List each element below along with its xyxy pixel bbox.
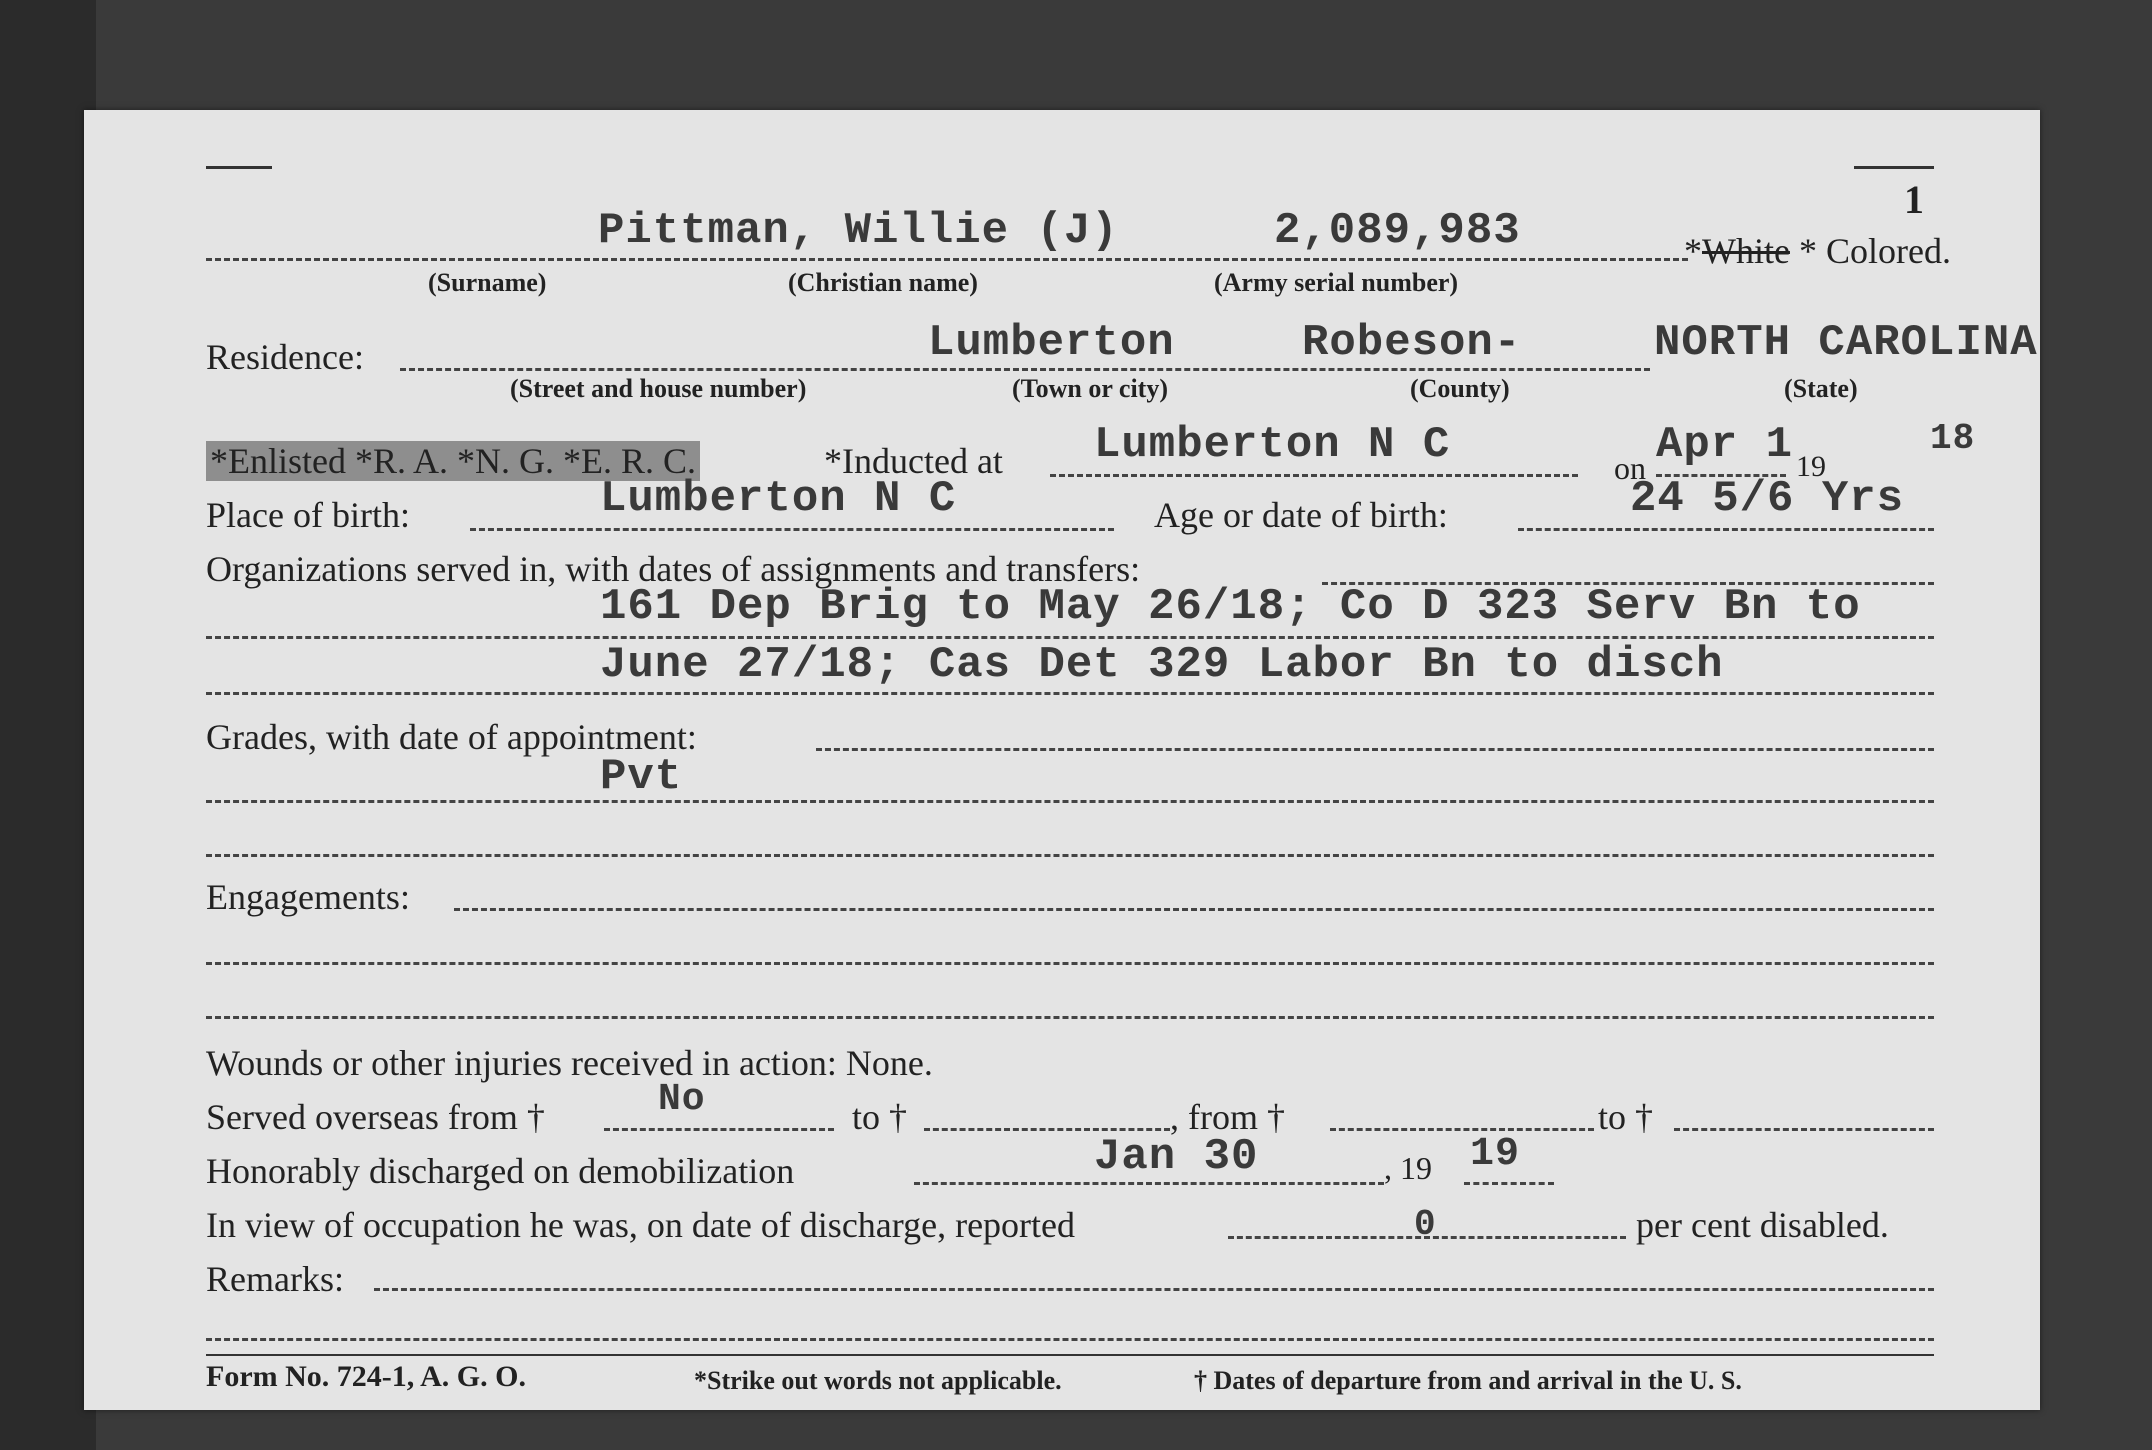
dates-note: † Dates of departure from and arrival in the U. S.: [1194, 1366, 1742, 1395]
overseas-to-label: to †: [852, 1097, 908, 1137]
discharge-year: 19: [1470, 1132, 1521, 1177]
organizations-label: Organizations served in, with dates of assignments and transfers:: [206, 549, 1141, 589]
top-right-rule: [1854, 166, 1934, 169]
strike-note: *Strike out words not applicable.: [694, 1366, 1062, 1395]
grades-label: Grades, with date of appointment:: [206, 717, 697, 757]
caption-serial: (Army serial number): [1214, 268, 1459, 297]
service-record-card: [84, 110, 2040, 1410]
residence-town: Lumberton: [928, 318, 1175, 368]
scanner-background: [0, 0, 96, 1450]
induction-year-prefix: 19: [1796, 450, 1826, 483]
residence-line: [400, 368, 1650, 371]
age-line: [1518, 528, 1934, 531]
white-label: White: [1702, 231, 1790, 271]
caption-christian-name: (Christian name): [788, 268, 978, 297]
inducted-at-label: *Inducted at: [824, 441, 1003, 481]
name-line: [206, 258, 1688, 261]
overseas-from-value: No: [658, 1078, 706, 1121]
caption-county: (County): [1410, 374, 1510, 403]
discharge-line: [914, 1182, 1384, 1185]
residence-label: Residence:: [206, 337, 364, 377]
discharge-label: Honorably discharged on demobilization: [206, 1151, 795, 1191]
overseas-to-line: [924, 1128, 1170, 1131]
inducted-at-line: [1050, 474, 1578, 477]
remarks-line-0: [374, 1288, 1934, 1291]
organizations-rule-1: [206, 636, 1934, 639]
engagements-rule-1: [206, 962, 1934, 965]
card-number: 1: [1904, 177, 1924, 222]
serial-value: 2,089,983: [1274, 206, 1521, 256]
caption-state: (State): [1784, 374, 1858, 403]
residence-state: NORTH CAROLINA: [1654, 318, 2038, 368]
on-label: on: [1614, 450, 1646, 486]
grades-line-0: [816, 748, 1934, 751]
caption-town: (Town or city): [1012, 374, 1168, 403]
race-options: *White * Colored.: [1684, 231, 1951, 271]
place-of-birth-value: Lumberton N C: [600, 474, 957, 524]
disability-label: In view of occupation he was, on date of discharge, reported: [206, 1205, 1076, 1245]
wounds-text: Wounds or other injuries received in action: None.: [206, 1043, 933, 1083]
grades-value: Pvt: [600, 752, 683, 802]
organizations-line-1: 161 Dep Brig to May 26/18; Co D 323 Serv Bn to: [600, 582, 1861, 632]
colored-label: * Colored.: [1798, 231, 1951, 271]
organizations-line-2: June 27/18; Cas Det 329 Labor Bn to disch: [600, 640, 1724, 690]
overseas-to2-label: to †: [1598, 1097, 1654, 1137]
discharge-date: Jan 30: [1094, 1132, 1259, 1182]
top-left-rule: [206, 166, 272, 169]
caption-street: (Street and house number): [510, 374, 807, 403]
disability-suffix: per cent disabled.: [1636, 1205, 1889, 1245]
overseas-to2-line: [1674, 1128, 1934, 1131]
place-of-birth-line: [470, 528, 1114, 531]
form-number: Form No. 724-1, A. G. O.: [206, 1360, 526, 1393]
disability-value: 0: [1414, 1204, 1437, 1245]
engagements-rule-2: [206, 1016, 1934, 1019]
overseas-from2-line: [1330, 1128, 1594, 1131]
remarks-label: Remarks:: [206, 1259, 344, 1299]
discharge-year-line: [1464, 1182, 1554, 1185]
age-label: Age or date of birth:: [1154, 495, 1448, 535]
induction-date: Apr 1: [1656, 420, 1794, 470]
engagements-label: Engagements:: [206, 877, 410, 917]
residence-county: Robeson-: [1302, 318, 1522, 368]
grades-rule-2: [206, 854, 1934, 857]
enlistment-options-marked: *Enlisted *R. A. *N. G. *E. R. C.: [206, 441, 700, 481]
place-of-birth-label: Place of birth:: [206, 495, 410, 535]
grades-rule-1: [206, 800, 1934, 803]
induction-year: 18: [1930, 418, 1976, 459]
engagements-line-0: [454, 908, 1934, 911]
inducted-at-place: Lumberton N C: [1094, 420, 1451, 470]
caption-surname: (Surname): [428, 268, 547, 297]
organizations-rule-2: [206, 692, 1934, 695]
name-value: Pittman, Willie (J): [598, 206, 1119, 256]
discharge-year-prefix: , 19: [1384, 1150, 1432, 1186]
remarks-rule-1: [206, 1338, 1934, 1341]
overseas-from-line: [604, 1128, 834, 1131]
footer-rule: [206, 1354, 1934, 1356]
age-value: 24 5/6 Yrs: [1630, 474, 1905, 524]
overseas-from2-label: , from †: [1170, 1097, 1285, 1137]
overseas-label: Served overseas from †: [206, 1097, 545, 1137]
